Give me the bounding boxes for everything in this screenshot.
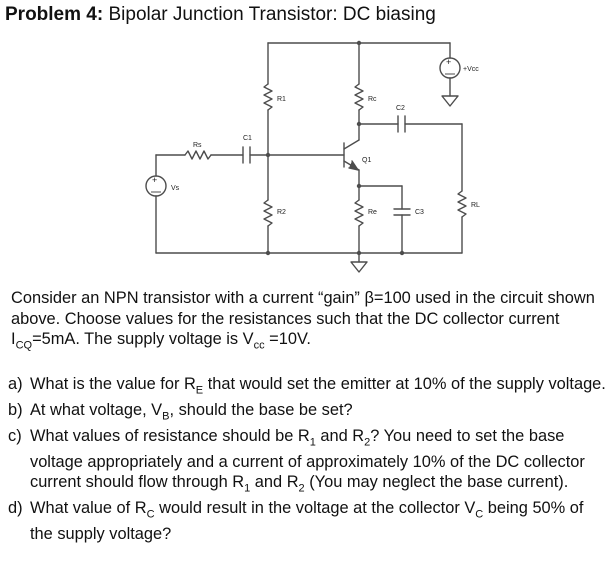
c2-label: C2 bbox=[396, 105, 405, 112]
re-resistor-symbol bbox=[355, 200, 363, 226]
rl-label: RL bbox=[471, 202, 480, 209]
r2-resistor-symbol bbox=[264, 200, 272, 226]
q1-label: Q1 bbox=[362, 157, 372, 164]
problem-label: Problem 4: bbox=[5, 4, 104, 25]
question-d: d) What value of $R_C$ would result in the voltage at the collector $V_C$ being 50% of the supply voltage? bbox=[8, 499, 584, 544]
problem-topic: Bipolar Junction Transistor: DC biasing bbox=[108, 4, 436, 25]
c1-label: C1 bbox=[243, 135, 252, 142]
vcc-label: +Vcc bbox=[463, 66, 479, 73]
problem-statement: Consider an NPN transistor with a current “gain” β=100 used in the circuit shown above. Choose values for the resistances such that the DC collector current $I_{CQ}=5mA$. The supply voltage is $V_{cc} =10V$. bbox=[11, 289, 595, 352]
r2-label: R2 bbox=[277, 209, 286, 216]
vs-label: Vs bbox=[171, 185, 180, 192]
r1-resistor-symbol bbox=[264, 84, 272, 110]
question-list bbox=[8, 375, 608, 545]
question-c: c) What values of resistance should be $R_1$ and $R_2$? You need to set the base voltage appropriately and a current of approximately 10% of the DC collector current should flow through $R_1$ and $R_2$ (You may neglect the base current). bbox=[8, 427, 585, 495]
ground-symbol bbox=[351, 262, 367, 272]
rl-resistor-symbol bbox=[458, 191, 466, 217]
c3-label: C3 bbox=[415, 209, 424, 216]
r1-label: R1 bbox=[277, 96, 286, 103]
circuit-diagram bbox=[0, 0, 611, 285]
vcc-plus-glyph: + bbox=[446, 57, 452, 67]
rc-resistor-symbol bbox=[355, 84, 363, 110]
re-label: Re bbox=[368, 209, 377, 216]
vs-plus-glyph: + bbox=[152, 175, 158, 185]
question-b: b) At what voltage, $V_B$, should the base be set? bbox=[8, 401, 353, 423]
question-a: a) What is the value for $R_E$ that would set the emitter at 10% of the supply voltage. bbox=[8, 375, 606, 397]
rs-resistor-symbol bbox=[185, 151, 211, 159]
q1-transistor-symbol bbox=[344, 140, 359, 170]
rs-label: Rs bbox=[193, 142, 202, 149]
rc-label: Rc bbox=[368, 96, 377, 103]
